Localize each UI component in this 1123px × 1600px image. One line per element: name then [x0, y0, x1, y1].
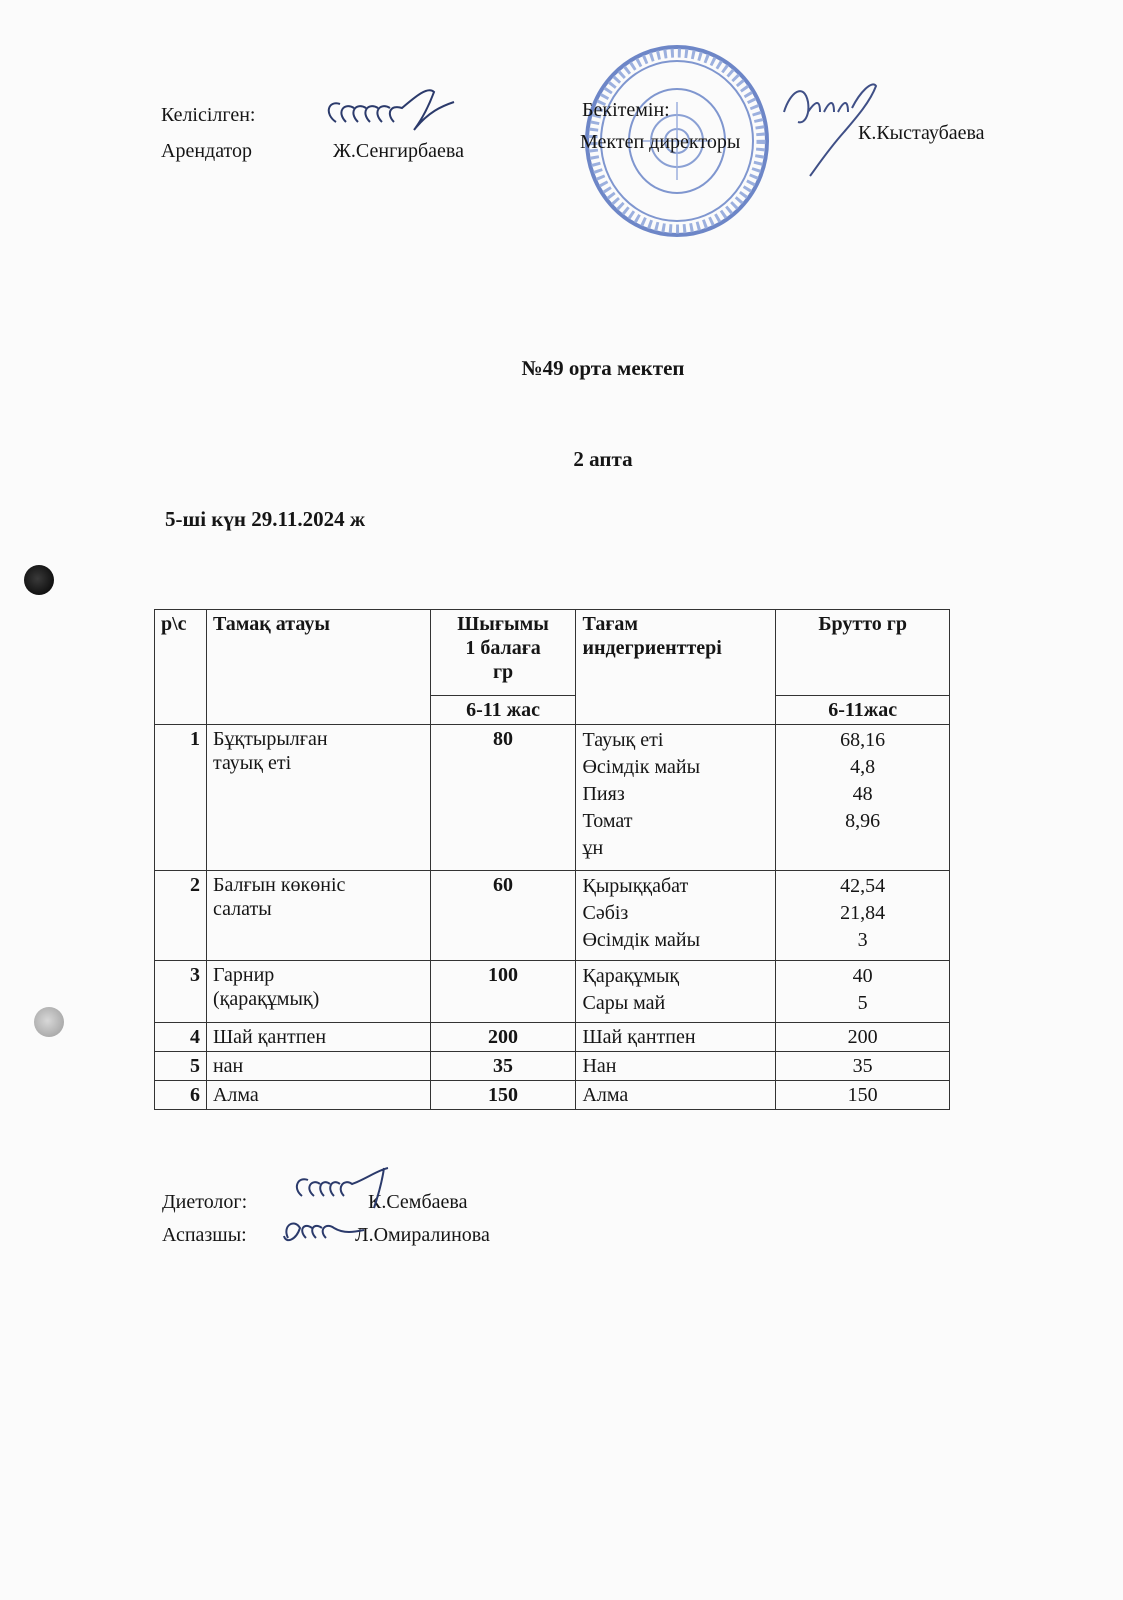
- table-row: [155, 1023, 950, 1052]
- row-brutto: 35: [776, 1052, 950, 1081]
- dietolog-label: Диетолог:: [162, 1191, 248, 1213]
- cook-label: Аспазшы:: [162, 1224, 247, 1246]
- punch-hole: [24, 565, 54, 595]
- header-num: р\с: [155, 610, 207, 725]
- header-age-yield: 6-11 жас: [430, 696, 576, 725]
- header-age-brutto: 6-11жас: [776, 696, 950, 725]
- dish-line: (қарақұмық): [212, 988, 320, 1010]
- brutto-value: 8,96: [845, 810, 881, 832]
- tenant-label: Арендатор: [161, 140, 253, 162]
- ingredient: Өсімдік майы: [582, 756, 701, 778]
- cook-name: Л.Омиралинова: [355, 1224, 490, 1246]
- row-ingredients: [576, 725, 776, 871]
- row-dish: нан: [206, 1052, 430, 1081]
- row-yield: 150: [430, 1081, 576, 1110]
- dietolog-name: К.Сембаева: [368, 1191, 468, 1213]
- row-brutto: [776, 961, 950, 1023]
- dish-line: Гарнир: [212, 964, 275, 986]
- header-yield-line: 1 балаға: [465, 637, 541, 659]
- row-ingredients: [576, 871, 776, 961]
- dish-line: Балғын көкөніс: [212, 874, 346, 896]
- menu-table: [154, 609, 950, 1110]
- brutto-value: 48: [852, 783, 873, 805]
- ingredient: Пияз: [582, 783, 625, 805]
- row-yield: 200: [430, 1023, 576, 1052]
- row-num: 6: [155, 1081, 207, 1110]
- header-ingredients: [576, 610, 776, 725]
- row-ingredients: [576, 961, 776, 1023]
- row-dish: Шай қантпен: [206, 1023, 430, 1052]
- row-num: 2: [155, 871, 207, 961]
- agreed-label: Келісілген:: [161, 104, 256, 126]
- row-brutto: [776, 725, 950, 871]
- row-ingredients: Шай қантпен: [576, 1023, 776, 1052]
- table-row: [155, 1052, 950, 1081]
- row-num: 1: [155, 725, 207, 871]
- row-dish: [206, 725, 430, 871]
- ingredient: Томат: [582, 810, 633, 832]
- row-ingredients: Алма: [576, 1081, 776, 1110]
- tenant-signature: [316, 82, 466, 142]
- dish-line: тауық еті: [212, 752, 292, 774]
- ingredient: Сәбіз: [582, 902, 629, 924]
- ingredient: Қырыққабат: [582, 875, 689, 897]
- header-yield: [430, 610, 576, 696]
- brutto-value: 42,54: [840, 875, 886, 897]
- brutto-value: 68,16: [840, 729, 886, 751]
- row-dish: [206, 961, 430, 1023]
- row-yield: 60: [430, 871, 576, 961]
- header-dish: Тамақ атауы: [206, 610, 430, 725]
- header-yield-line: гр: [492, 661, 514, 683]
- header-yield-line: Шығымы: [457, 613, 549, 635]
- brutto-value: 5: [857, 992, 868, 1014]
- header-ingredients-line: индегриенттері: [582, 637, 722, 659]
- brutto-value: 4,8: [850, 756, 876, 778]
- row-dish: Алма: [206, 1081, 430, 1110]
- ingredient: Қарақұмық: [582, 965, 680, 987]
- brutto-value: 21,84: [840, 902, 886, 924]
- director-label: Мектеп директоры: [580, 131, 741, 153]
- director-name: К.Кыстаубаева: [858, 122, 985, 144]
- row-num: 4: [155, 1023, 207, 1052]
- ingredient: Сары май: [582, 992, 666, 1014]
- table-row: [155, 1081, 950, 1110]
- ingredient: Өсімдік майы: [582, 929, 701, 951]
- row-yield: 80: [430, 725, 576, 871]
- table-row: [155, 725, 950, 871]
- ingredient: Тауық еті: [582, 729, 664, 751]
- row-num: 3: [155, 961, 207, 1023]
- dish-line: Бұқтырылған: [212, 728, 328, 750]
- header-brutto: Брутто гр: [776, 610, 950, 696]
- ingredient: ұн: [582, 837, 604, 859]
- punch-hole: [34, 1007, 64, 1037]
- row-dish: [206, 871, 430, 961]
- row-brutto: [776, 871, 950, 961]
- brutto-value: 3: [857, 929, 868, 951]
- row-yield: 100: [430, 961, 576, 1023]
- row-num: 5: [155, 1052, 207, 1081]
- row-brutto: 200: [776, 1023, 950, 1052]
- cook-signature: [280, 1212, 370, 1252]
- row-brutto: 150: [776, 1081, 950, 1110]
- tenant-name: Ж.Сенгирбаева: [333, 140, 464, 162]
- day-line: 5-ші күн 29.11.2024 ж: [165, 507, 366, 531]
- school-title: №49 орта мектеп: [521, 356, 685, 380]
- table-row: [155, 871, 950, 961]
- brutto-value: 40: [852, 965, 873, 987]
- table-header-row: [155, 610, 950, 696]
- header-ingredients-line: Тағам: [582, 613, 639, 635]
- table-row: [155, 961, 950, 1023]
- row-ingredients: Нан: [576, 1052, 776, 1081]
- dietolog-signature: [288, 1162, 408, 1212]
- director-signature: [764, 72, 884, 182]
- dish-line: салаты: [212, 898, 272, 920]
- approved-label: Бекітемін:: [582, 99, 670, 121]
- row-yield: 35: [430, 1052, 576, 1081]
- week-title: 2 апта: [573, 447, 633, 471]
